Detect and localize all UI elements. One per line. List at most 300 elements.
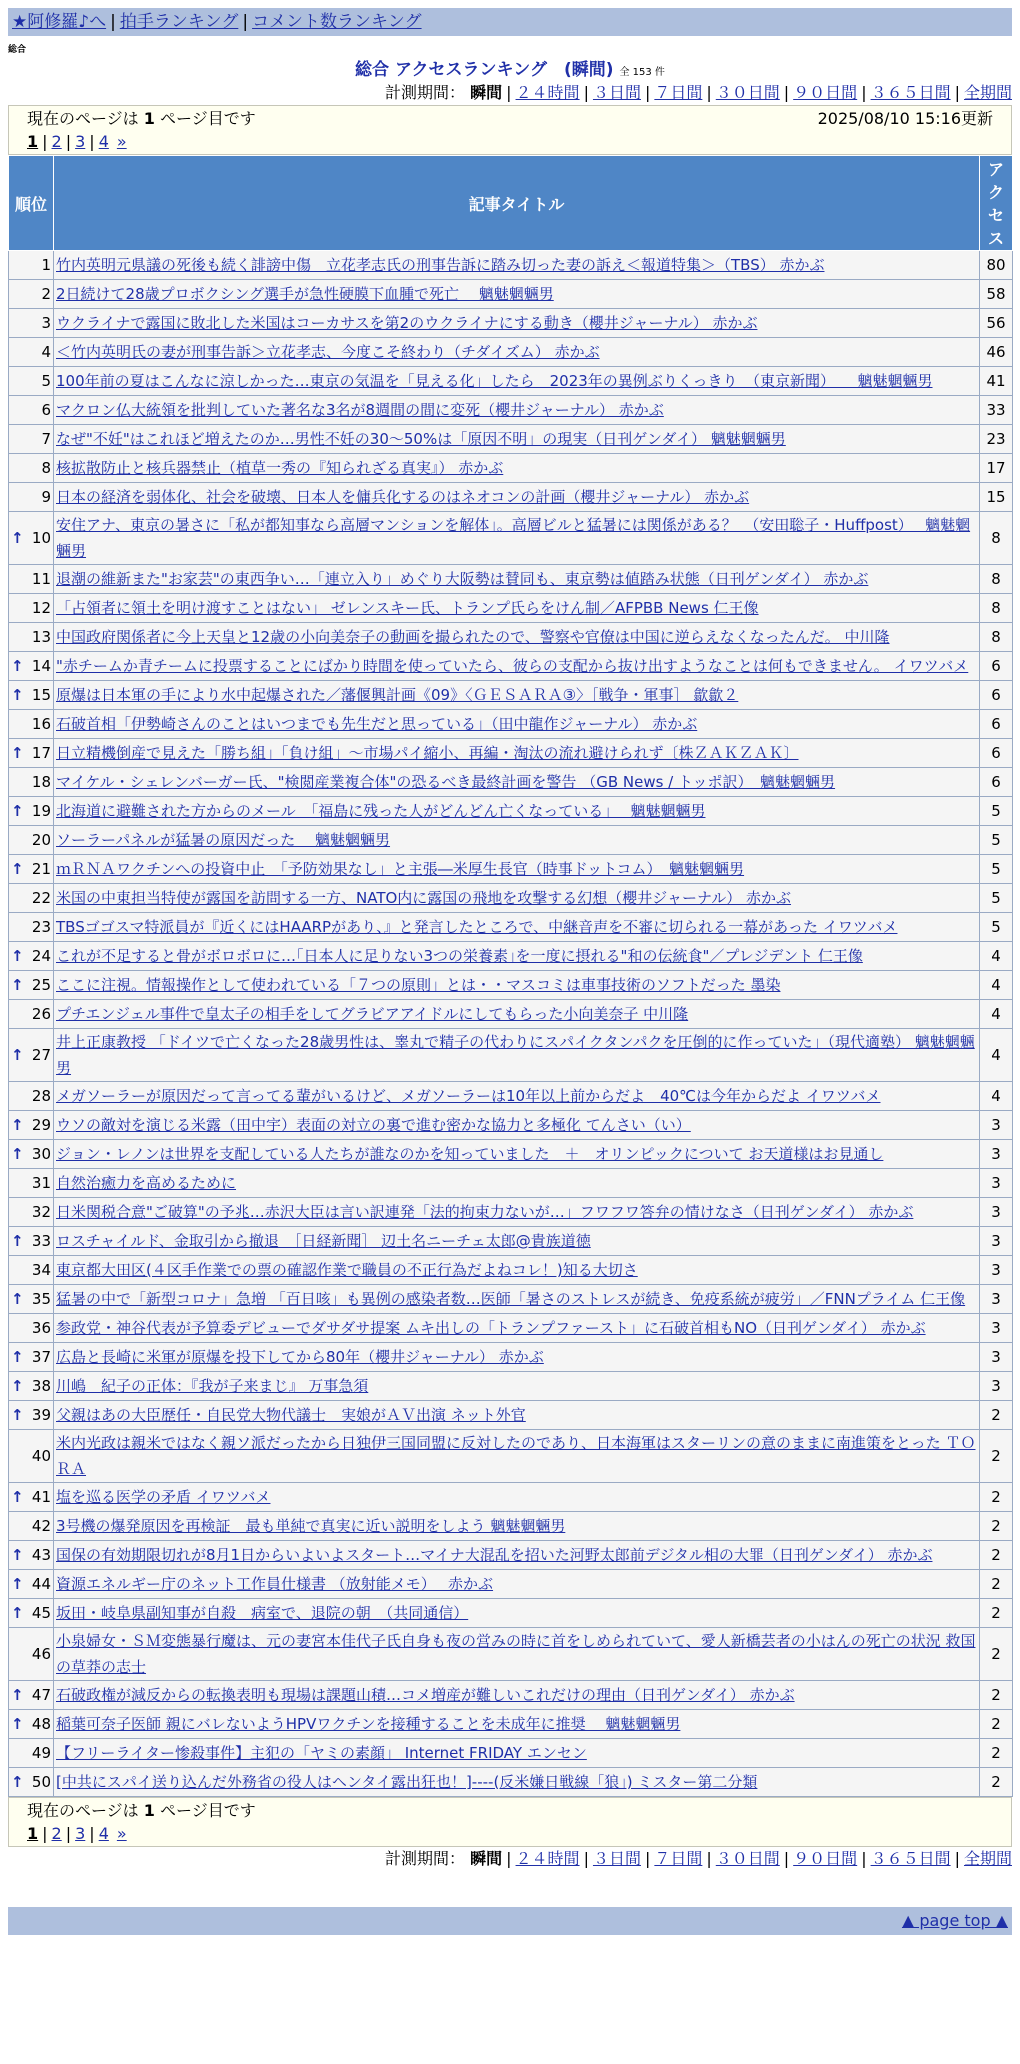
ranking-rows [9,251,1013,1797]
title-cell [54,396,980,425]
table-row [9,942,1013,971]
rank-cell [9,396,54,425]
title-cell [54,942,980,971]
rank-cell [9,338,54,367]
table-row [9,454,1013,483]
rank-number: 28 [31,1087,51,1105]
rank-up-arrow-icon: ↑ [11,1046,24,1064]
section-label: 総合 [8,45,27,55]
applause-ranking-link[interactable]: 拍手ランキング [119,12,239,32]
rank-number: 8 [41,459,51,477]
pager-bottom [8,1797,1012,1847]
access-count: 3 [980,1140,1013,1169]
rank-number: 18 [31,773,51,791]
rank-cell [9,1401,54,1430]
table-row [9,1343,1013,1372]
table-row [9,280,1013,309]
access-count: 3 [980,1256,1013,1285]
table-row [9,425,1013,454]
article-link[interactable]: 竹内英明元県議の死後も続く誹謗中傷 立花孝志氏の刑事告訴に踏み切った妻の訴え＜報道特集＞（TBS） 赤かぶ [56,256,825,274]
rank-up-arrow-icon: ↑ [11,1715,24,1733]
rank-cell [9,1169,54,1198]
table-row [9,710,1013,739]
period-option-90d[interactable]: ９０日間 [793,1849,858,1868]
rank-cell [9,913,54,942]
period-label: 計測期間： [385,83,466,102]
access-count: 17 [980,454,1013,483]
rank-number: 25 [31,976,51,994]
article-link[interactable]: 広島と長崎に米軍が原爆を投下してから80年（櫻井ジャーナル） 赤かぶ [56,1348,544,1366]
article-link[interactable]: 参政党・神谷代表が予算委デビューでダサダサ提案 ムキ出しの「トランプファースト」に石破首相もNO（日刊ゲンダイ） 赤かぶ [56,1319,926,1337]
page-link-2[interactable]: 2 [51,1824,62,1843]
table-row [9,251,1013,280]
rank-up-arrow-icon: ↑ [11,802,24,820]
rank-up-arrow-icon: ↑ [11,529,24,547]
rank-cell [9,1599,54,1628]
rank-up-arrow-icon: ↑ [11,1488,24,1506]
title-cell [54,512,980,565]
access-count: 2 [980,1739,1013,1768]
article-link[interactable]: 核拡散防止と核兵器禁止（植草一秀の『知られざる真実』） 赤かぶ [56,459,504,477]
rank-cell [9,594,54,623]
rank-cell [9,309,54,338]
table-row [9,971,1013,1000]
title-cell [54,1285,980,1314]
article-link[interactable]: ｍＲＮＡワクチンへの投資中止 「予防効果なし」と主張―米厚生長官（時事ドットコム） 魑魅魍魎男 [56,860,745,878]
title-cell [54,483,980,512]
title-cell [54,309,980,338]
title-cell [54,739,980,768]
rank-up-arrow-icon: ↑ [11,744,24,762]
access-count: 58 [980,280,1013,309]
article-link[interactable]: 井上正康教授 「ドイツで亡くなった28歳男性は、睾丸で精子の代わりにスパイクタンパクを圧倒的に作っていた」（現代適塾） 魑魅魍魎男 [56,1033,975,1077]
col-header-access: アクセス [980,156,1013,251]
rank-cell [9,1430,54,1483]
access-count: 5 [980,884,1013,913]
table-row [9,681,1013,710]
access-count: 3 [980,1372,1013,1401]
access-count: 2 [980,1628,1013,1681]
title-cell [54,1483,980,1512]
rank-number: 48 [31,1715,51,1733]
rank-cell [9,681,54,710]
period-option-7d[interactable]: ７日間 [654,1849,703,1868]
rank-number: 13 [31,628,51,646]
article-link[interactable]: 退潮の維新また"お家芸"の東西争い…「連立入り」めぐり大阪勢は賛同も、東京勢は値踏み状態（日刊ゲンダイ） 赤かぶ [56,570,869,588]
article-link[interactable]: これが不足すると骨がボロボロに…｢日本人に足りない3つの栄養素｣を一度に摂れる"和の伝統食"／プレジデント 仁王像 [56,947,863,965]
article-link[interactable]: 米国の中東担当特使が露国を訪問する一方、NATO内に露国の飛地を攻撃する幻想（櫻井ジャーナル） 赤かぶ [56,889,792,907]
title-cell [54,913,980,942]
table-row [9,1599,1013,1628]
page-status: 現在のページは 1 ページ目です [27,109,256,128]
rank-cell [9,768,54,797]
title-cell [54,1000,980,1029]
table-row [9,338,1013,367]
rank-up-arrow-icon: ↑ [11,860,24,878]
article-link[interactable]: 東京都大田区(４区手作業での票の確認作業で職員の不正行為だよねコレ！)知る大切さ [56,1261,638,1279]
table-row [9,652,1013,681]
next-page-link[interactable]: » [116,1824,127,1843]
title-cell [54,1599,980,1628]
access-count: 3 [980,1111,1013,1140]
rank-cell [9,942,54,971]
access-count: 2 [980,1430,1013,1483]
rank-cell [9,1343,54,1372]
rank-cell [9,425,54,454]
article-link[interactable]: 塩を巡る医学の矛盾 イワツバメ [56,1488,271,1506]
rank-cell [9,1082,54,1111]
rank-number: 21 [31,860,51,878]
article-link[interactable]: ソーラーパネルが猛暑の原因だった 魑魅魍魎男 [56,831,391,849]
title-cell [54,1343,980,1372]
article-link[interactable]: プチエンジェル事件で皇太子の相手をしてグラビアアイドルにしてもらった小向美奈子 中川隆 [56,1005,689,1023]
article-link[interactable]: 「占領者に領土を明け渡すことはない」 ゼレンスキー氏、トランプ氏らをけん制／AFPBB News 仁王像 [56,599,759,617]
rank-up-arrow-icon: ↑ [11,976,24,994]
period-option-3d[interactable]: ３日間 [592,1849,641,1868]
rank-number: 39 [31,1406,51,1424]
title-cell [54,1227,980,1256]
table-row [9,512,1013,565]
page-link-3[interactable]: 3 [75,1824,86,1843]
title-cell [54,594,980,623]
period-option-30d[interactable]: ３０日間 [715,83,780,102]
rank-number: 24 [31,947,51,965]
rank-number: 27 [31,1046,51,1064]
article-link[interactable]: 安住アナ、東京の暑さに「私が都知事なら高層マンションを解体」。高層ビルと猛暑には関係がある？ （安田聡子・Huffpost） 魑魅魍魎男 [56,516,971,560]
article-link[interactable]: 稲葉可奈子医師 親にバレないようHPVワクチンを接種することを未成年に推奨 魑魅魍魎男 [56,1715,681,1733]
rank-cell [9,565,54,594]
article-link[interactable]: 石破首相「伊勢崎さんのことはいつまでも先生だと思っている」（田中龍作ジャーナル） 赤かぶ [56,715,698,733]
article-link[interactable]: 川嶋 紀子の正体：『我が子来まじ』 万事急須 [56,1377,369,1395]
title-cell [54,338,980,367]
access-count: 41 [980,367,1013,396]
access-count: 2 [980,1599,1013,1628]
page-link-2[interactable]: 2 [51,132,62,151]
rank-cell [9,1570,54,1599]
period-selector-bottom: 計測期間： 瞬間 | ２４時間 | ３日間 | ７日間 | ３０日間 | ９０日間 | ３６５日間 | 全期間 [385,1849,1012,1868]
title-cell [54,1768,980,1797]
table-row [9,1768,1013,1797]
access-count: 46 [980,338,1013,367]
title-cell [54,855,980,884]
page-link-3[interactable]: 3 [75,132,86,151]
comment-ranking-link[interactable]: コメント数ランキング [252,12,422,32]
rank-number: 11 [31,570,51,588]
rank-number: 29 [31,1116,51,1134]
rank-cell [9,1111,54,1140]
table-row [9,1140,1013,1169]
rank-cell [9,280,54,309]
article-link[interactable]: 坂田・岐阜県副知事が自殺 病室で、退院の朝 （共同通信） [56,1604,469,1622]
rank-up-arrow-icon: ↑ [11,1116,24,1134]
access-count: 3 [980,1198,1013,1227]
period-option-all[interactable]: 全期間 [963,1849,1012,1868]
rank-cell [9,884,54,913]
table-row [9,1169,1013,1198]
table-row [9,1000,1013,1029]
rank-cell [9,1314,54,1343]
article-link[interactable]: ウソの敵対を演じる米露（田中宇）表面の対立の裏で進む密かな協力と多極化 てんさい（い） [56,1116,691,1134]
table-row [9,1512,1013,1541]
title-cell [54,971,980,1000]
rank-cell [9,710,54,739]
rank-up-arrow-icon: ↑ [11,1377,24,1395]
rank-cell [9,855,54,884]
access-count: 6 [980,739,1013,768]
article-link[interactable]: 石破政権が減反からの転換表明も現場は課題山積…コメ増産が難しいこれだけの理由（日刊ゲンダイ） 赤かぶ [56,1686,795,1704]
title-cell [54,1628,980,1681]
title-cell [54,1140,980,1169]
access-count: 6 [980,681,1013,710]
period-option-24h[interactable]: ２４時間 [515,83,580,102]
rank-number: 26 [31,1005,51,1023]
article-link[interactable]: メガソーラーが原因だって言ってる輩がいるけど、メガソーラーは10年以上前からだよ 40℃は今年からだよ イワツバメ [56,1087,881,1105]
article-link[interactable]: 米内光政は親米ではなく親ソ派だったから日独伊三国同盟に反対したのであり、日本海軍はスターリンの意のままに南進策をとった ＴＯＲＡ [56,1434,976,1478]
ranking-table [8,155,1013,1797]
page-title [0,59,1020,81]
article-link[interactable]: 北海道に避難された方からのメール 「福島に残った人がどんどん亡くなっている」 魑魅魍魎男 [56,802,706,820]
rank-number: 40 [31,1447,51,1465]
rank-number: 15 [31,686,51,704]
article-link[interactable]: 中国政府関係者に今上天皇と12歳の小向美奈子の動画を撮られたので、警察や官僚は中国に逆らえなくなったんだ。 中川隆 [56,628,890,646]
access-count: 8 [980,623,1013,652]
rank-up-arrow-icon: ↑ [11,1604,24,1622]
article-link[interactable]: 3号機の爆発原因を再検証 最も単純で真実に近い説明をしよう 魑魅魍魎男 [56,1517,566,1535]
article-link[interactable]: 資源エネルギー庁のネット工作員仕様書 （放射能メモ） 赤かぶ [56,1575,494,1593]
rank-cell [9,1372,54,1401]
rank-up-arrow-icon: ↑ [11,1575,24,1593]
article-link[interactable]: ＜竹内英明氏の妻が刑事告訴＞立花孝志、今度こそ終わり（チダイズム） 赤かぶ [56,343,600,361]
access-count: 6 [980,710,1013,739]
rank-cell [9,1628,54,1681]
table-row [9,1570,1013,1599]
rank-cell [9,1512,54,1541]
title-cell [54,1430,980,1483]
rank-number: 35 [31,1290,51,1308]
period-option-all[interactable]: 全期間 [963,83,1012,102]
article-link[interactable]: 自然治癒力を高めるために [56,1174,237,1192]
title-cell [54,1314,980,1343]
access-count: 3 [980,1169,1013,1198]
article-link[interactable]: 【フリーライター惨殺事件】主犯の「ヤミの素顔」 Internet FRIDAY エンセン [56,1744,587,1762]
rank-up-arrow-icon: ↑ [11,1686,24,1704]
top-nav-bar [8,8,1012,36]
article-link[interactable]: 国保の有効期限切れが8月1日からいよいよスタート…マイナ大混乱を招いた河野太郎前デジタル相の大罪（日刊ゲンダイ） 赤かぶ [56,1546,933,1564]
article-link[interactable]: ロスチャイルド、金取引から撤退 ［日経新聞］ 辺土名ニーチェ太郎@貴族道徳 [56,1232,591,1250]
article-link[interactable]: なぜ"不妊"はこれほど増えたのか…男性不妊の30～50%は「原因不明」の現実（日刊ゲンダイ） 魑魅魍魎男 [56,430,786,448]
rank-number: 6 [41,401,51,419]
home-link[interactable]: ★阿修羅♪へ [12,12,107,32]
rank-number: 32 [31,1203,51,1221]
article-link[interactable]: "赤チームか青チームに投票することにばかり時間を使っていたら、彼らの支配から抜け出すようなことは何もできません。 イワツバメ [56,657,969,675]
access-count: 2 [980,1681,1013,1710]
rank-number: 47 [31,1686,51,1704]
period-option-7d[interactable]: ７日間 [654,83,703,102]
title-cell [54,681,980,710]
access-count: 4 [980,1000,1013,1029]
table-row [9,739,1013,768]
rank-number: 19 [31,802,51,820]
pager-top [8,105,1012,155]
title-cell [54,1570,980,1599]
article-link[interactable]: ここに注視。情報操作として使われている「７つの原則」とは・・マスコミは車事技術のソフトだった 墨染 [56,976,781,994]
article-link[interactable]: 猛暑の中で「新型コロナ」急増 「百日咳」も異例の感染者数…医師「暑さのストレスが続き、免疫系統が疲労」／FNNプライム 仁王像 [56,1290,966,1308]
period-current: 瞬間 [470,1849,503,1868]
title-cell [54,1029,980,1082]
table-row [9,309,1013,338]
title-cell [54,1541,980,1570]
rank-number: 17 [31,744,51,762]
rank-cell [9,1681,54,1710]
access-count: 2 [980,1483,1013,1512]
rank-number: 44 [31,1575,51,1593]
title-cell [54,1681,980,1710]
page-current: 1 [27,1824,39,1843]
article-link[interactable]: 100年前の夏はこんなに涼しかった…東京の気温を「見える化」したら 2023年の異例ぶりくっきり （東京新聞） 魑魅魍魎男 [56,372,933,390]
access-count: 3 [980,1285,1013,1314]
access-count: 5 [980,913,1013,942]
title-cell [54,768,980,797]
rank-number: 2 [41,285,51,303]
article-link[interactable]: 日立精機倒産で見えた「勝ち組」「負け組」～市場パイ縮小、再編・淘汰の流れ避けられず〔株ＺＡＫＺＡＫ〕 [56,744,799,762]
rank-cell [9,826,54,855]
total-count: 全 153 件 [619,67,665,78]
rank-cell [9,797,54,826]
next-page-link[interactable]: » [116,132,127,151]
rank-cell [9,1256,54,1285]
article-link[interactable]: 原爆は日本軍の手により水中起爆された／藩偃興計画《09》〈ＧＥＳＡＲＡ③〉［戦争・軍事］ 歙歙２ [56,686,739,704]
table-row [9,1541,1013,1570]
rank-up-arrow-icon: ↑ [11,1290,24,1308]
access-count: 23 [980,425,1013,454]
rank-up-arrow-icon: ↑ [11,686,24,704]
period-option-24h[interactable]: ２４時間 [515,1849,580,1868]
page-top-link[interactable]: ▲ page top ▲ [901,1911,1008,1930]
rank-up-arrow-icon: ↑ [11,1773,24,1791]
article-link[interactable]: 小泉婦女・ＳＭ変態暴行魔は、元の妻宮本佳代子氏自身も夜の営みの時に首をしめられていて、愛人新橋芸者の小はんの死亡の状況 救国の草莽の志士 [56,1632,976,1676]
article-link[interactable]: マイケル・シェレンバーガー氏、"検閲産業複合体"の恐るべき最終計画を警告 （GB News / トッポ訳） 魑魅魍魎男 [56,773,836,791]
col-header-rank: 順位 [9,156,54,251]
table-row [9,1372,1013,1401]
access-count: 3 [980,1343,1013,1372]
rank-up-arrow-icon: ↑ [11,1232,24,1250]
page-link-4[interactable]: 4 [98,1824,109,1843]
article-link[interactable]: 2日続けて28歳プロボクシング選手が急性硬膜下血腫で死亡 魑魅魍魎男 [56,285,554,303]
access-count: 3 [980,1227,1013,1256]
table-row [9,396,1013,425]
access-count: 4 [980,971,1013,1000]
rank-cell [9,454,54,483]
rank-cell [9,1140,54,1169]
access-count: 4 [980,1029,1013,1082]
article-link[interactable]: ウクライナで露国に敗北した米国はコーカサスを第2のウクライナにする動き（櫻井ジャーナル） 赤かぶ [56,314,758,332]
access-count: 2 [980,1710,1013,1739]
table-row [9,1681,1013,1710]
title-cell [54,797,980,826]
rank-up-arrow-icon: ↑ [11,1546,24,1564]
article-link[interactable]: 日米関税合意"ご破算"の予兆…赤沢大臣は言い訳連発「法的拘束力ないが…」フワフワ答弁の情けなさ（日刊ゲンダイ） 赤かぶ [56,1203,914,1221]
rank-cell [9,1198,54,1227]
article-link[interactable]: TBSゴゴスマ特派員が『近くにはHAARPがあり、』と発言したところで、中継音声を不審に切られる一幕があった イワツバメ [56,918,898,936]
title-cell [54,826,980,855]
access-count: 2 [980,1541,1013,1570]
page-links: 1 | 2 | 3 | 4 » [27,132,127,151]
access-count: 2 [980,1570,1013,1599]
period-option-365d[interactable]: ３６５日間 [870,1849,951,1868]
access-count: 15 [980,483,1013,512]
page-link-4[interactable]: 4 [98,132,109,151]
rank-number: 36 [31,1319,51,1337]
title-cell [54,1111,980,1140]
rank-number: 49 [31,1744,51,1762]
table-row [9,623,1013,652]
article-link[interactable]: 日本の経済を弱体化、社会を破壊、日本人を傭兵化するのはネオコンの計画（櫻井ジャーナル） 赤かぶ [56,488,750,506]
table-row [9,1430,1013,1483]
title-cell [54,1401,980,1430]
rank-cell [9,1739,54,1768]
title-cell [54,454,980,483]
article-link[interactable]: マクロン仏大統領を批判していた著名な3名が8週間の間に変死（櫻井ジャーナル） 赤かぶ [56,401,664,419]
title-cell [54,251,980,280]
title-cell [54,1710,980,1739]
title-cell [54,280,980,309]
page-status: 現在のページは 1 ページ目です [27,1801,256,1820]
period-option-90d[interactable]: ９０日間 [793,83,858,102]
page-current: 1 [27,132,39,151]
article-link[interactable]: 父親はあの大臣歴任・自民党大物代議士 実娘がＡＶ出演 ネット外官 [56,1406,526,1424]
title-cell [54,1512,980,1541]
article-link[interactable]: [中共にスパイ送り込んだ外務省の役人はヘンタイ露出狂也！]----(反米嫌日戦線「狼」) ミスター第二分類 [56,1773,758,1791]
title-cell [54,1372,980,1401]
table-row [9,797,1013,826]
rank-number: 5 [41,372,51,390]
period-option-30d[interactable]: ３０日間 [715,1849,780,1868]
rank-cell [9,1710,54,1739]
table-row [9,483,1013,512]
title-text: 総合 アクセスランキング (瞬間) [355,60,614,80]
table-row [9,1227,1013,1256]
table-row [9,1285,1013,1314]
rank-number: 1 [41,256,51,274]
access-count: 6 [980,652,1013,681]
title-cell [54,367,980,396]
update-time: 2025/08/10 15:16更新 [817,109,993,128]
access-count: 5 [980,855,1013,884]
title-cell [54,623,980,652]
article-link[interactable]: ジョン・レノンは世界を支配している人たちが誰なのかを知っていました ＋ オリンピックについて お天道様はお見通し [56,1145,884,1163]
rank-cell [9,251,54,280]
table-row [9,913,1013,942]
rank-number: 43 [31,1546,51,1564]
period-option-3d[interactable]: ３日間 [592,83,641,102]
title-cell [54,425,980,454]
rank-cell [9,483,54,512]
rank-number: 38 [31,1377,51,1395]
col-header-title: 記事タイトル [54,156,980,251]
access-count: 2 [980,1512,1013,1541]
access-count: 80 [980,251,1013,280]
access-count: 4 [980,942,1013,971]
period-option-365d[interactable]: ３６５日間 [870,83,951,102]
rank-up-arrow-icon: ↑ [11,1406,24,1424]
rank-cell [9,1541,54,1570]
access-count: 5 [980,826,1013,855]
rank-up-arrow-icon: ↑ [11,657,24,675]
table-row [9,768,1013,797]
access-count: 6 [980,768,1013,797]
rank-number: 31 [31,1174,51,1192]
rank-number: 9 [41,488,51,506]
